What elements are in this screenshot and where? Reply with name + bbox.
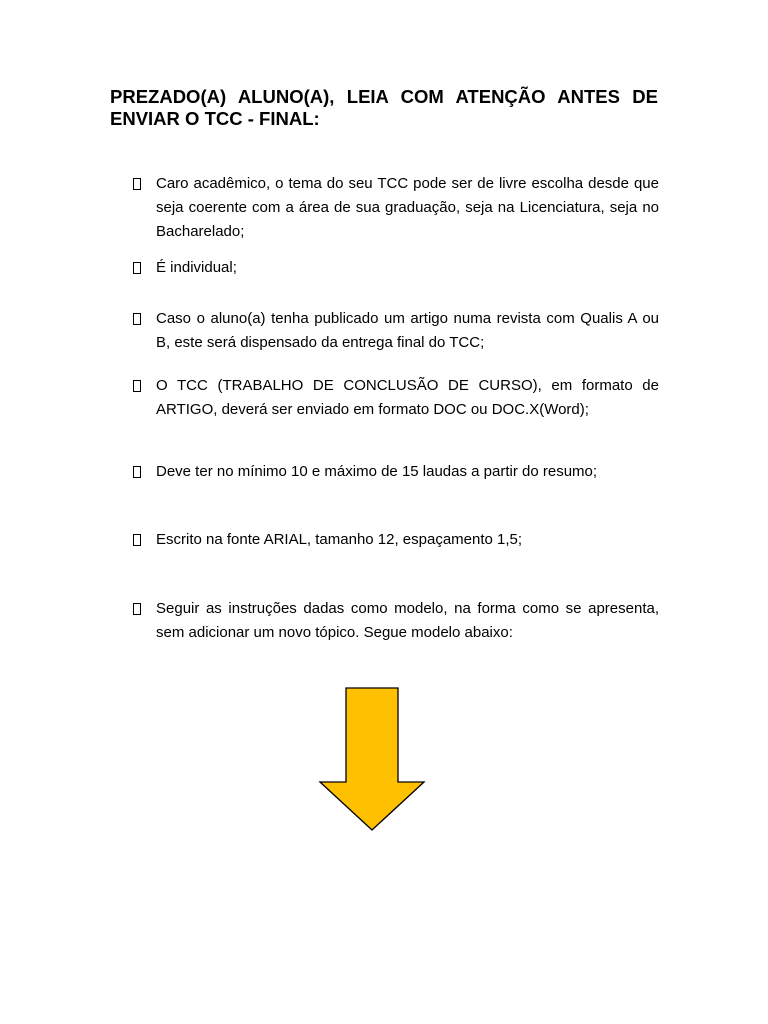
list-item-text: Caso o aluno(a) tenha publicado um artigo numa revista com Qualis A ou B, este será dispensado da entrega final do TCC; [156, 310, 659, 351]
list-item [132, 307, 659, 355]
down-arrow-shape [320, 688, 424, 830]
missing-glyph-box-icon [132, 374, 142, 398]
missing-glyph-box-icon [132, 528, 142, 552]
list-item-text: É individual; [156, 259, 237, 276]
list-item-text: Caro acadêmico, o tema do seu TCC pode ser de livre escolha desde que seja coerente com a área de sua graduação, seja na Licenciatura, seja no Bacharelado; [156, 175, 659, 240]
list-item-text: O TCC (TRABALHO DE CONCLUSÃO DE CURSO), em formato de ARTIGO, deverá ser enviado em formato DOC ou DOC.X(Word); [156, 377, 659, 418]
list-item [132, 460, 659, 484]
missing-glyph-box-icon [132, 597, 142, 621]
list-item-text: Seguir as instruções dadas como modelo, na forma como se apresenta, sem adicionar um novo tópico. Segue modelo abaixo: [156, 600, 659, 641]
page-title: PREZADO(A) ALUNO(A), LEIA COM ATENÇÃO ANTES DE ENVIAR O TCC - FINAL: [110, 86, 658, 129]
missing-glyph-box-icon [132, 460, 142, 484]
down-arrow-icon [318, 686, 426, 832]
missing-glyph-box-icon [132, 172, 142, 196]
missing-glyph-box-icon [132, 307, 142, 331]
list-item-text: Escrito na fonte ARIAL, tamanho 12, espaçamento 1,5; [156, 531, 523, 548]
missing-glyph-box-icon [132, 256, 142, 280]
list-item [132, 172, 659, 244]
list-item-text: Deve ter no mínimo 10 e máximo de 15 laudas a partir do resumo; [156, 463, 598, 480]
list-item [132, 374, 659, 422]
list-item [132, 256, 659, 280]
list-item [132, 597, 659, 645]
list-item [132, 528, 659, 552]
